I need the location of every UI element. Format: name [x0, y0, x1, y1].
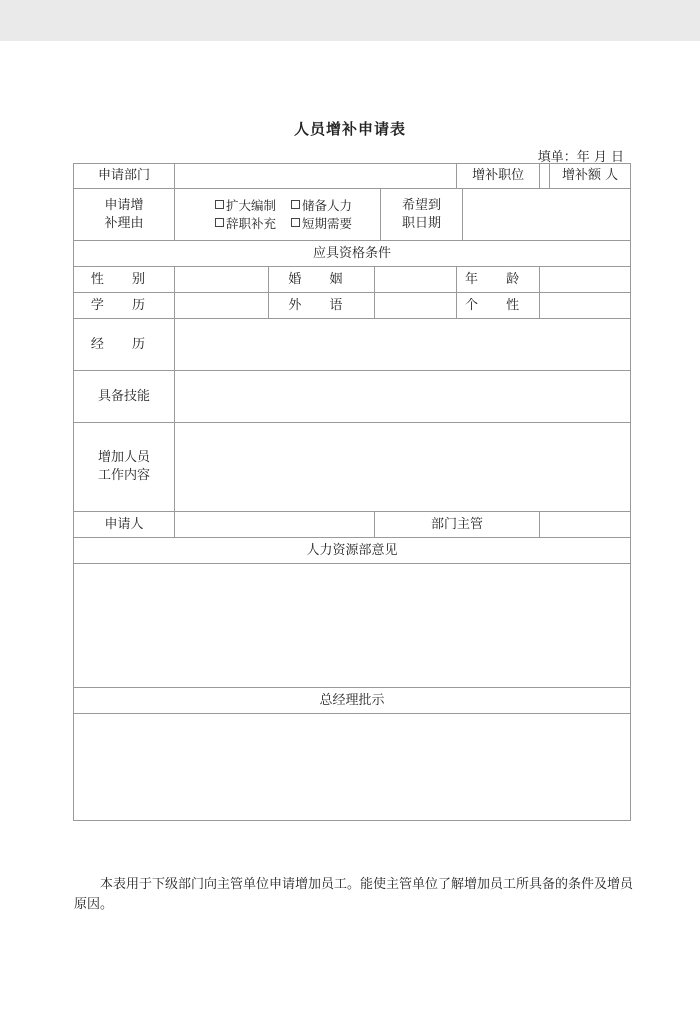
personality-field[interactable] — [540, 293, 631, 319]
reason-option[interactable]: 储备人力 — [291, 197, 367, 215]
dept-label: 申请部门 — [74, 164, 175, 189]
reason-option[interactable]: 辞职补充 — [215, 215, 291, 233]
position-field[interactable] — [540, 164, 550, 189]
work-content-label: 增加人员 工作内容 — [74, 423, 175, 512]
age-label: 年 龄 — [457, 267, 540, 293]
manager-label: 部门主管 — [375, 512, 540, 538]
experience-label: 经 历 — [74, 319, 175, 371]
hope-date-field[interactable] — [463, 189, 631, 241]
reason-options — [175, 189, 381, 241]
language-label: 外 语 — [269, 293, 375, 319]
page-title: 人员增补申请表 — [293, 120, 406, 138]
gender-label: 性 别 — [74, 267, 175, 293]
gender-field[interactable] — [175, 267, 269, 293]
work-content-field[interactable] — [175, 423, 631, 512]
application-form — [73, 163, 631, 821]
gm-approval-header: 总经理批示 — [74, 688, 631, 714]
experience-field[interactable] — [175, 319, 631, 371]
hr-opinion-header: 人力资源部意见 — [74, 538, 631, 564]
form-note: 本表用于下级部门向主管单位申请增加员工。能使主管单位了解增加员工所具备的条件及增员原因。 — [74, 877, 634, 912]
skills-field[interactable] — [175, 371, 631, 423]
marriage-field[interactable] — [375, 267, 457, 293]
education-field[interactable] — [175, 293, 269, 319]
hr-opinion-field[interactable] — [74, 564, 631, 688]
marriage-label: 婚 姻 — [269, 267, 375, 293]
checkbox-icon[interactable] — [291, 200, 300, 209]
quota-label: 增补额 人 — [550, 164, 631, 189]
qualification-header: 应具资格条件 — [74, 241, 631, 267]
reason-label: 申请增 补理由 — [74, 189, 175, 241]
manager-field[interactable] — [540, 512, 631, 538]
skills-label: 具备技能 — [74, 371, 175, 423]
dept-field[interactable] — [175, 164, 457, 189]
checkbox-icon[interactable] — [291, 218, 300, 227]
applicant-label: 申请人 — [74, 512, 175, 538]
gm-approval-field[interactable] — [74, 714, 631, 821]
reason-option[interactable]: 短期需要 — [291, 215, 367, 233]
applicant-field[interactable] — [175, 512, 375, 538]
hope-date-label: 希望到 职日期 — [381, 189, 463, 241]
checkbox-icon[interactable] — [215, 200, 224, 209]
personality-label: 个 性 — [457, 293, 540, 319]
age-field[interactable] — [540, 267, 631, 293]
top-bar — [0, 0, 700, 41]
education-label: 学 历 — [74, 293, 175, 319]
checkbox-icon[interactable] — [215, 218, 224, 227]
position-label: 增补职位 — [457, 164, 540, 189]
reason-option[interactable]: 扩大编制 — [215, 197, 291, 215]
fill-date: 填单：年 月 日 — [537, 150, 624, 165]
language-field[interactable] — [375, 293, 457, 319]
